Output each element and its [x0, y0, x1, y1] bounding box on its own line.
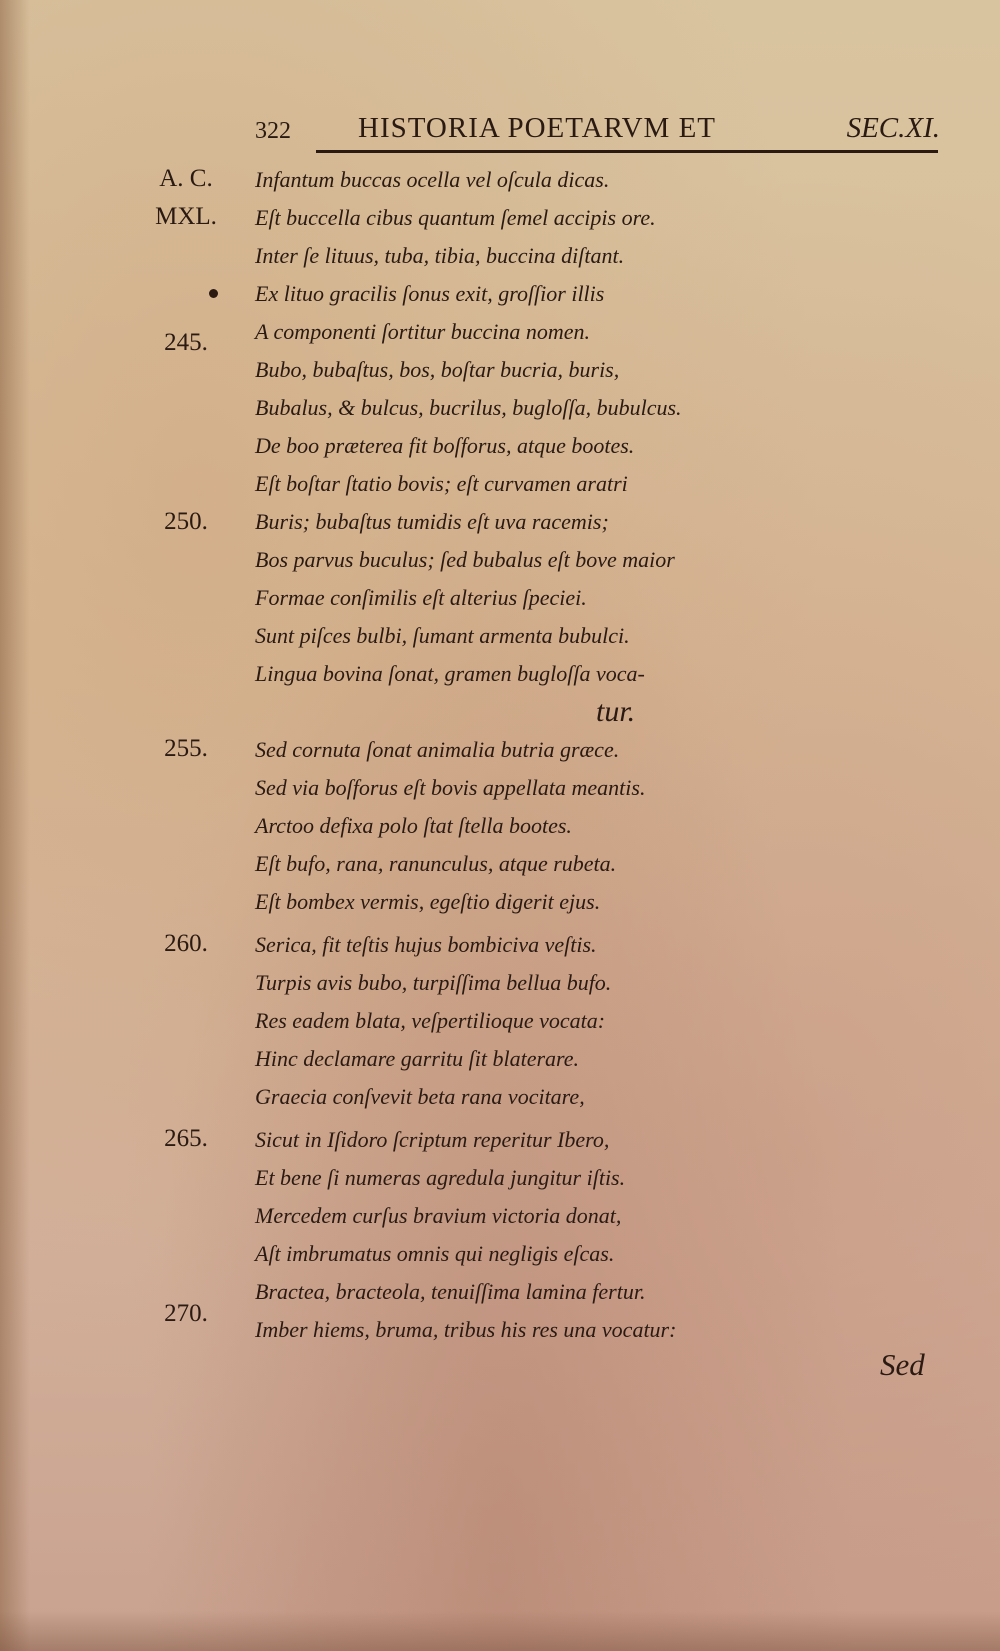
verse-line: De boo præterea fit boſforus, atque bootes. — [255, 433, 635, 458]
verse-line: Serica, fit teſtis hujus bombiciva veſtis. — [255, 932, 597, 957]
section-label: SEC.XI. — [846, 112, 940, 144]
verse-line: Hinc declamare garritu ſit blaterare. — [255, 1046, 580, 1071]
verse-line: Eſt boſtar ſtatio bovis; eſt curvamen aratri — [255, 471, 628, 496]
verse-line: A componenti ſortitur buccina nomen. — [255, 319, 591, 344]
verse-line: Lingua bovina ſonat, gramen bugloſſa voca- — [255, 661, 645, 686]
verse-line: Formae conſimilis eſt alterius ſpeciei. — [255, 585, 587, 610]
verse-line: Sunt piſces bulbi, ſumant armenta bubulci. — [255, 623, 630, 648]
verse-line: Graecia conſvevit beta rana vocitare, — [255, 1084, 585, 1109]
margin-year-label: MXL. — [155, 203, 217, 230]
verse-line: Bubo, bubaſtus, bos, boſtar bucria, buris, — [255, 357, 620, 382]
verse-number-250: 250. — [164, 508, 208, 535]
catchword: Sed — [880, 1347, 925, 1382]
page-edge-shadow — [0, 0, 30, 1651]
verse-line: Et bene ſi numeras agredula jungitur iſtis. — [255, 1165, 626, 1190]
printer-mark — [209, 289, 218, 298]
page-number: 322 — [255, 118, 291, 144]
page-bottom-stain — [0, 1611, 1000, 1651]
verse-line: Sed cornuta ſonat animalia butria græce. — [255, 737, 620, 762]
verse-line: Bractea, bracteola, tenuiſſima lamina fertur. — [255, 1279, 646, 1304]
verse-line: Sicut in Iſidoro ſcriptum reperitur Ibero, — [255, 1127, 610, 1152]
verse-line: Infantum buccas ocella vel oſcula dicas. — [255, 167, 610, 192]
margin-era-label: A. C. — [159, 165, 213, 192]
verse-line: Buris; bubaſtus tumidis eſt uva racemis; — [255, 509, 609, 534]
verse-line: Eſt bufo, rana, ranunculus, atque rubeta. — [255, 851, 617, 876]
verse-line: Eſt bombex vermis, egeſtio digerit ejus. — [255, 889, 601, 914]
verse-line: Imber hiems, bruma, tribus his res una vocatur: — [255, 1317, 677, 1342]
verse-line: Turpis avis bubo, turpiſſima bellua bufo. — [255, 970, 612, 995]
verse-line: Mercedem curſus bravium victoria donat, — [255, 1203, 622, 1228]
verse-number-255: 255. — [164, 735, 208, 762]
verse-line: Ex lituo gracilis ſonus exit, groſſior illis — [255, 281, 605, 306]
verse-line: Arctoo defixa polo ſtat ſtella bootes. — [255, 813, 572, 838]
verse-number-260: 260. — [164, 930, 208, 957]
verse-line: Aſt imbrumatus omnis qui negligis eſcas. — [255, 1241, 615, 1266]
running-title: HISTORIA POETARVM ET — [358, 112, 717, 144]
verse-line: Bubalus, & bulcus, bucrilus, bugloſſa, bubulcus. — [255, 395, 682, 420]
verse-line: Inter ſe lituus, tuba, tibia, buccina diſtant. — [255, 243, 625, 268]
running-header — [255, 108, 940, 152]
verse-number-245: 245. — [164, 329, 208, 356]
verse-line: Eſt buccella cibus quantum ſemel accipis ore. — [255, 205, 656, 230]
verse-line: Bos parvus buculus; ſed bubalus eſt bove maior — [255, 547, 675, 572]
verse-line-continuation: tur. — [596, 695, 636, 728]
verse-line: Sed via boſforus eſt bovis appellata meantis. — [255, 775, 646, 800]
verse-line: Res eadem blata, veſpertilioque vocata: — [255, 1008, 606, 1033]
verse-number-270: 270. — [164, 1300, 208, 1327]
header-rule — [316, 150, 938, 153]
verse-number-265: 265. — [164, 1125, 208, 1152]
